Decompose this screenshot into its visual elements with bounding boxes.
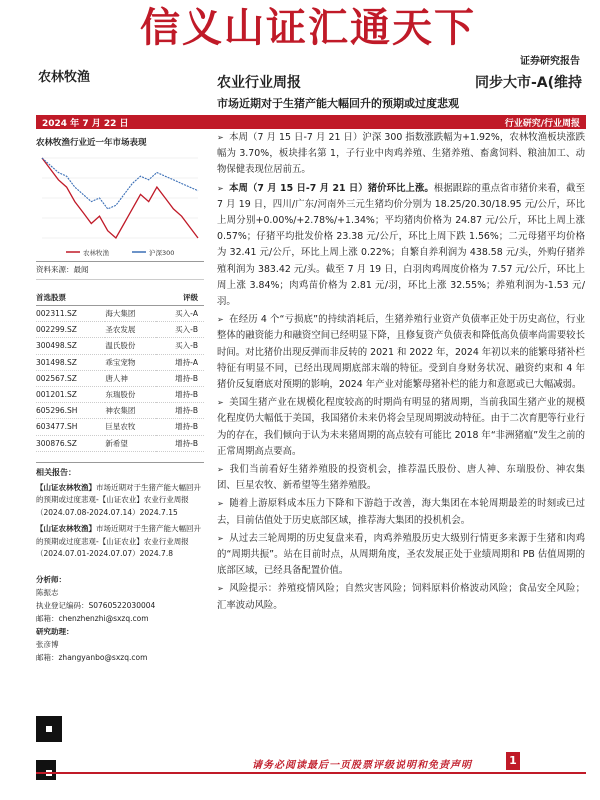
stock-name: 温氏股份 <box>105 338 155 354</box>
chart-source: 资料来源：最闻 <box>36 264 204 280</box>
paragraph-text: 根据跟踪的重点省市猪价来看，截至 7 月 19 日，四川/广东/河南外三元生猪均价分别为 18.25/20.30/18.95 元/公斤，环比上周分别+0.00%/+2.78%/+1.34%；平均猪肉价格为 24.87 元/公斤，环比上周上涨 0.57%；仔猪平均批发价格 23.38 元/公斤，环比上周下跌 1.56%；二元母猪平均价格为 32.41 元/公斤，环比上周上涨 0.22%；自繁自养利润为 438.58 元/头，外购仔猪养殖利润为 383.42 元/头。截至 7 月 19 日，白羽肉鸡周度价格为 7.57 元/公斤，环比上周上涨 3.84%；肉鸡苗价格为 2.81 元/羽，环比上涨 32.55%；养殖利润为-1.53 元/羽。 <box>217 182 585 308</box>
stock-rating: 增持-B <box>156 403 204 419</box>
bullet-icon: ➢ <box>217 499 224 509</box>
paragraph-text: 我们当前看好生猪养殖股的投资机会，推荐温氏股份、唐人神、东瑞股份、神农集团、巨星农牧、新希望等生猪养殖股。 <box>217 464 585 492</box>
table-row <box>36 370 204 386</box>
main-body <box>217 130 585 616</box>
analyst-license: 执业登记编码：S0760522030004 <box>36 600 156 610</box>
stock-name: 巨星农牧 <box>105 419 155 435</box>
bullet-icon: ➢ <box>217 133 224 142</box>
stock-name: 海大集团 <box>105 306 155 322</box>
stock-rating: 增持-B <box>156 370 204 386</box>
report-date: 2024 年 7 月 22 日 <box>42 118 129 129</box>
stock-rating: 买入-A <box>156 306 204 322</box>
assistant-name: 张彦博 <box>36 639 59 649</box>
brand-banner: 信义山证汇通天下 <box>140 4 476 51</box>
table-row <box>36 322 204 338</box>
analyst-label: 分析师： <box>36 574 66 584</box>
paragraph-chicken <box>217 531 585 580</box>
col-header-rating: 评级 <box>156 290 204 306</box>
related-tag: 【山证农林牧渔】 <box>36 524 96 534</box>
assistant-label: 研究助理： <box>36 626 74 636</box>
table-row <box>36 338 204 354</box>
stock-code: 603477.SH <box>36 419 105 435</box>
related-text: 市场近期对于生猪产能大幅回升的预期或过度悲观-【山证农业】农业行业周报（2024.07.08-2024.07.14）2024.7.15 <box>36 482 201 517</box>
stock-code: 301498.SZ <box>36 354 105 370</box>
stock-name: 乖宝宠物 <box>105 354 155 370</box>
series-line-csi300 <box>42 158 198 209</box>
assistant-email[interactable]: 邮箱：zhangyanbo@sxzq.com <box>36 652 148 662</box>
report-subtitle: 市场近期对于生猪产能大幅回升的预期或过度悲观 <box>217 97 459 110</box>
chart-svg <box>36 150 204 262</box>
paragraph-text: 美国生猪产业在规模化程度较高的时期尚有明显的猪周期，当前我国生猪产业的规模化程度仍大幅低于美国，我国猪价未来仍将会呈现周期波动特征。由于二次育肥等行业行为的存在，我们倾向于认为未来猪周期的高点较有可能比 2018 年“非洲猪瘟”发生之前的正常周期高点要高。 <box>217 397 585 457</box>
related-report-2[interactable] <box>36 523 204 561</box>
date-bar <box>36 115 586 129</box>
bullet-icon: ➢ <box>217 584 224 594</box>
related-report-1[interactable] <box>36 482 204 520</box>
paragraph-market <box>217 130 585 179</box>
table-row <box>36 306 204 322</box>
paragraph-text: 从过去三轮周期的历史复盘来看，肉鸡养殖股历史大级别行情更多来源于生猪和肉鸡的“周期共振”。站在目前时点，从周期角度，圣农发展正处于业绩周期和 PB 估值周期的底部区域，已经具备配置价值。 <box>217 532 585 577</box>
stock-code: 002299.SZ <box>36 322 105 338</box>
paragraph-haida <box>217 496 585 528</box>
paragraph-text: 本周（7 月 15 日-7 月 21 日）沪深 300 指数涨跌幅为+1.92%，农林牧渔板块涨跌幅为 3.70%，板块排名第 1，子行业中肉鸡养殖、生猪养殖、畜禽饲料、粮油加工、动物保健表现位居前五。 <box>217 132 585 176</box>
performance-chart <box>36 150 204 262</box>
analyst-email[interactable]: 邮箱：chenzhenzhi@sxzq.com <box>36 613 149 623</box>
stock-code: 300498.SZ <box>36 338 105 354</box>
analyst-name: 陈振志 <box>36 587 59 597</box>
analyst-info <box>36 573 204 664</box>
col-header-code: 首选股票 <box>36 290 105 306</box>
table-row <box>36 419 204 435</box>
qr-code-small-icon <box>36 760 56 780</box>
stock-code: 002567.SZ <box>36 370 105 386</box>
stock-name: 唐人神 <box>105 370 155 386</box>
table-row <box>36 435 204 451</box>
stock-name: 新希望 <box>105 435 155 451</box>
stock-rating: 增持-B <box>156 435 204 451</box>
stock-rating: 增持-B <box>156 386 204 402</box>
stock-code: 605296.SH <box>36 403 105 419</box>
left-column <box>36 132 204 664</box>
footer-divider <box>36 772 586 774</box>
paragraph-recommend <box>217 462 585 494</box>
stock-rating: 增持-B <box>156 419 204 435</box>
paragraph-text: 随着上游原料成本压力下降和下游趋于改善，海大集团在本轮周期最差的时刻或已过去，目前估值处于历史底部区域，推荐海大集团的投机机会。 <box>217 498 585 526</box>
table-row <box>36 354 204 370</box>
report-category: 行业研究/行业周报 <box>504 118 580 129</box>
stock-name: 神农集团 <box>105 403 155 419</box>
legend-csi300: 沪深300 <box>149 249 175 257</box>
col-header-name <box>105 290 155 306</box>
paragraph-risk <box>217 581 585 613</box>
stock-rating: 增持-A <box>156 354 204 370</box>
qr-code-icon <box>36 716 62 742</box>
stock-name: 圣农发展 <box>105 322 155 338</box>
bullet-icon: ➢ <box>217 465 224 475</box>
stock-table <box>36 290 204 452</box>
table-row <box>36 403 204 419</box>
bullet-icon: ➢ <box>217 315 224 325</box>
stock-rating: 买入-B <box>156 338 204 354</box>
legend-agri: 农林牧渔 <box>83 249 109 257</box>
bullet-icon: ➢ <box>217 398 224 408</box>
disclaimer-note: 请务必阅读最后一页股票评级说明和免责声明 <box>252 760 472 771</box>
paragraph-text: 在经历 4 个“亏损底”的持续消耗后，生猪养殖行业资产负债率正处于历史高位，行业整体的融资能力和融资空间已经明显下降，且修复资产负债表和降低高负债率尚需要较长时间。对比猪价出现反弹而非反转的 2021 和 2022 年，2024 年初以来的能繁母猪补栏特征有明显不同，已经出现周期底部末端的特征。受到自身财务状况、融资约束和 4 年猪价反复磨底对预期的影响，2024 年产业对能繁母猪补栏的能力和意愿或已大幅减弱。 <box>217 314 585 391</box>
paragraph-text: 风险提示：养殖疫情风险；自然灾害风险；饲料原料价格波动风险；食品安全风险；汇率波动风险。 <box>217 583 585 611</box>
related-tag: 【山证农林牧渔】 <box>36 482 96 492</box>
paragraph-lead: 本周（7 月 15 日-7 月 21 日）猪价环比上涨。 <box>229 182 434 194</box>
chart-title: 农林牧渔行业近一年市场表现 <box>36 138 147 148</box>
industry-rating: 同步大市-A(维持 <box>474 75 582 91</box>
stock-code: 002311.SZ <box>36 306 105 322</box>
paragraph-cycle <box>217 312 585 393</box>
related-reports-heading: 相关报告： <box>36 462 204 478</box>
paragraph-prices <box>217 181 585 311</box>
sector-label: 农林牧渔 <box>38 70 91 85</box>
related-text: 市场近期对于生猪产能大幅回升的预期或过度悲观-【山证农业】农业行业周报（2024.07.01-2024.07.07）2024.7.8 <box>36 524 201 559</box>
bullet-icon: ➢ <box>217 533 224 543</box>
stock-rating: 买入-B <box>156 322 204 338</box>
page-number: 1 <box>506 752 520 770</box>
bullet-icon: ➢ <box>217 183 224 193</box>
table-row <box>36 386 204 402</box>
stock-code: 001201.SZ <box>36 386 105 402</box>
stock-name: 东瑞股份 <box>105 386 155 402</box>
paragraph-us <box>217 395 585 460</box>
stock-code: 300876.SZ <box>36 435 105 451</box>
weekly-title: 农业行业周报 <box>217 75 301 91</box>
report-type: 证券研究报告 <box>520 56 580 67</box>
